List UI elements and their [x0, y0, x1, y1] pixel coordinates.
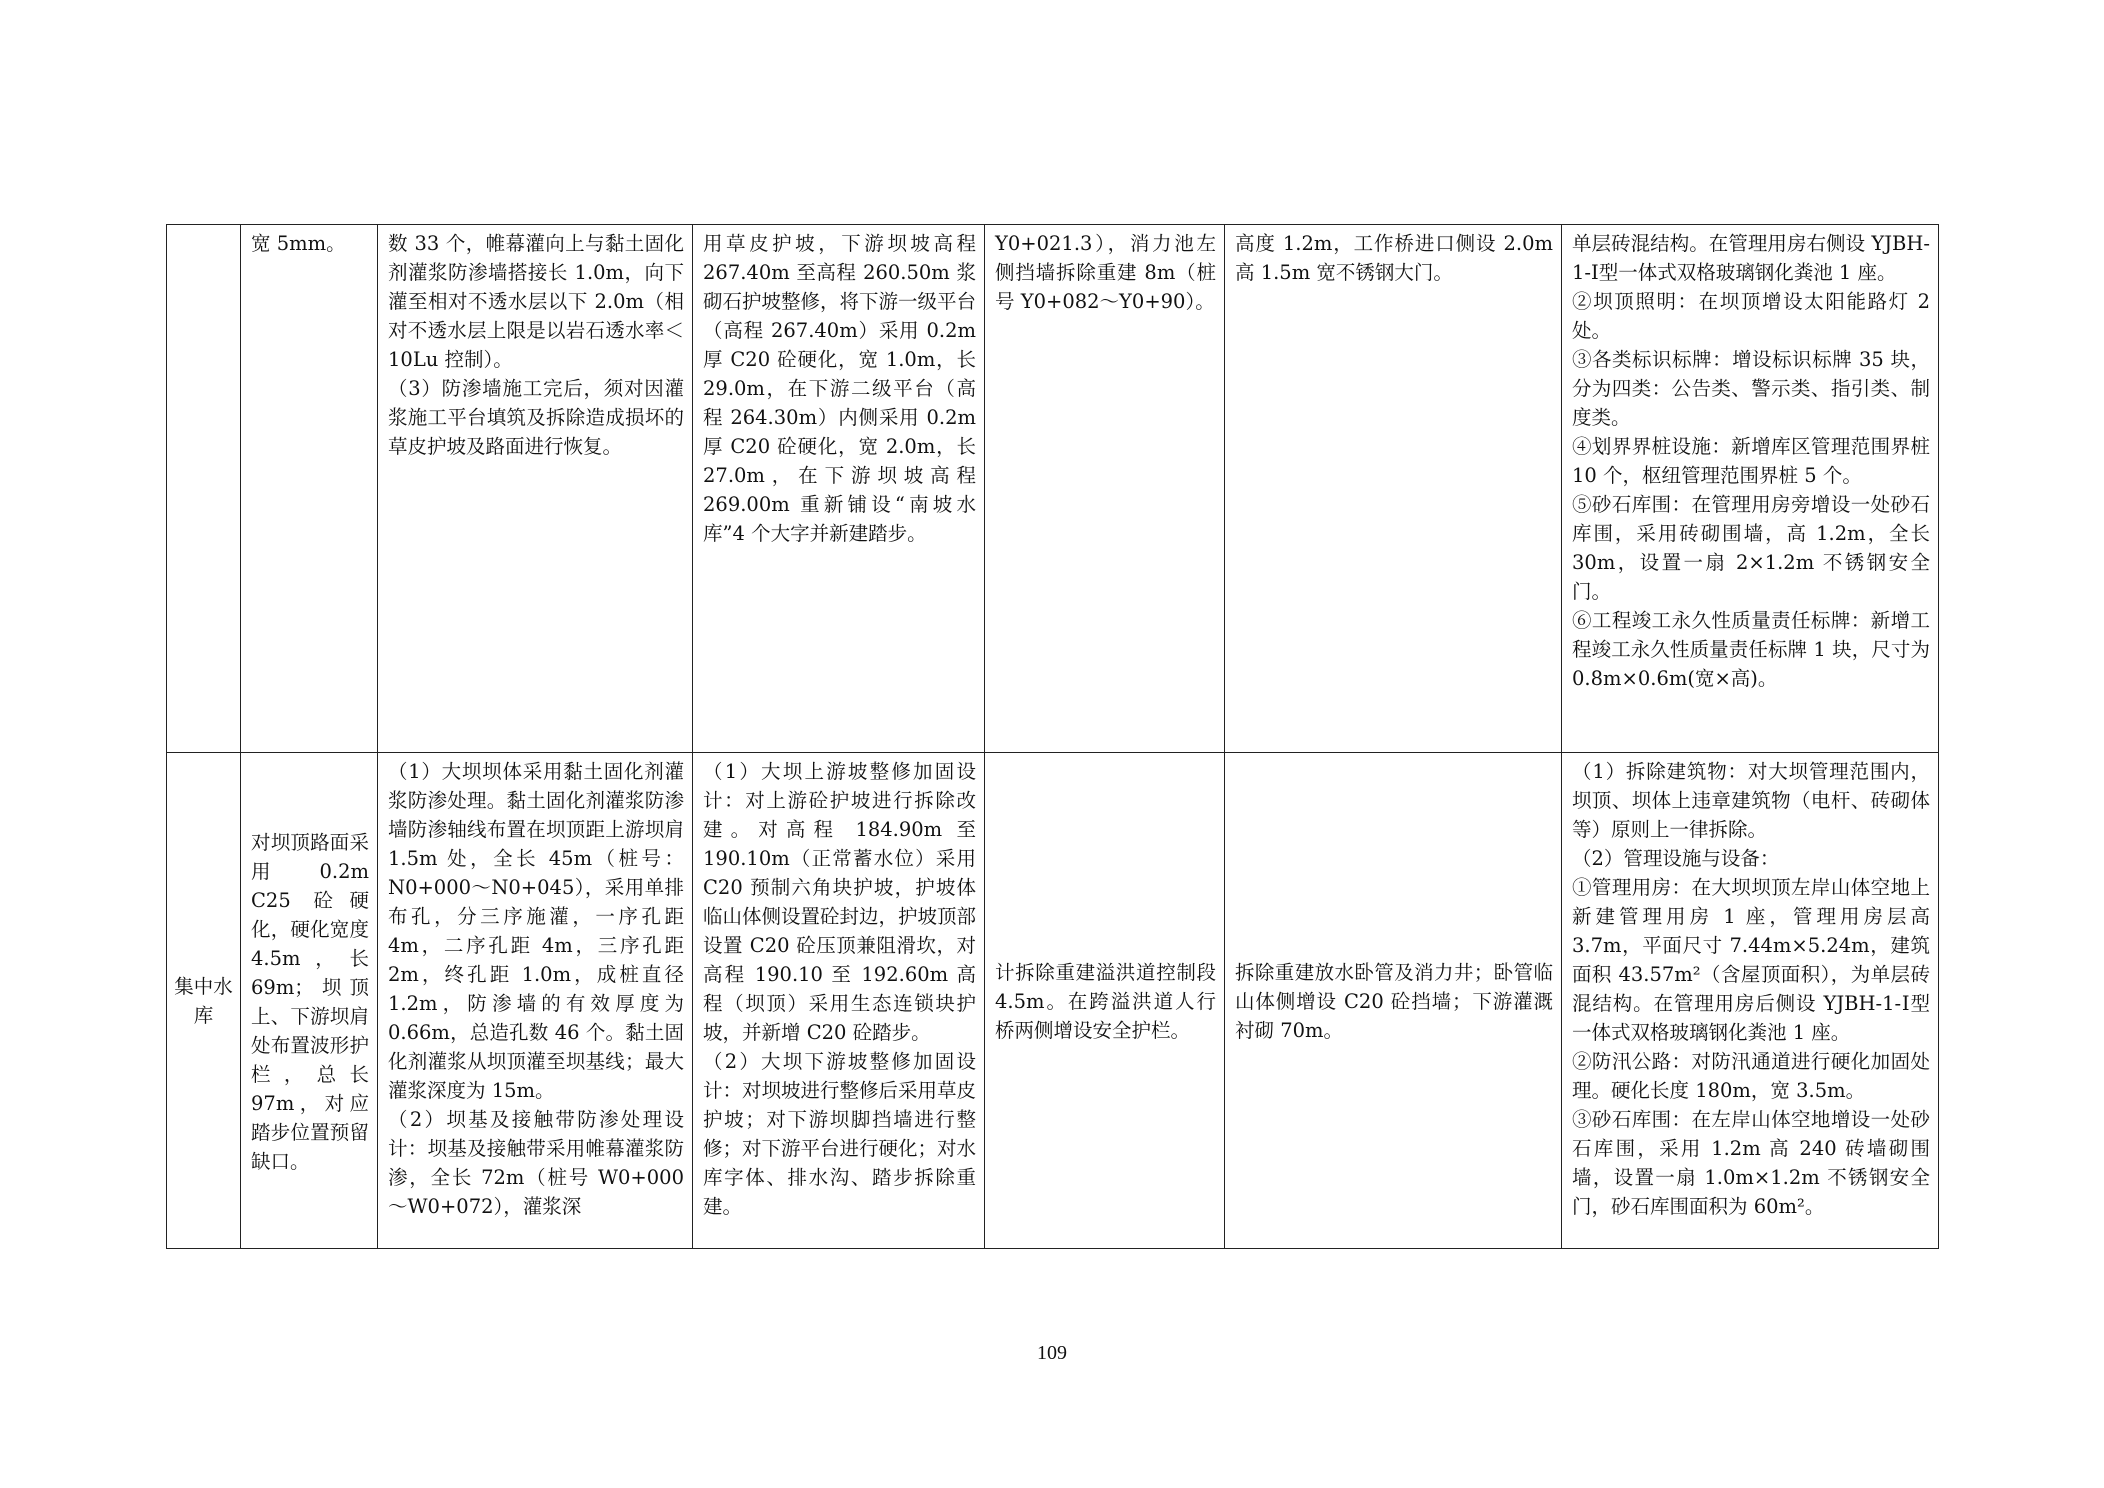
cell-paragraph: ①管理用房：在大坝坝顶左岸山体空地上新建管理用房 1 座，管理用房层高 3.7m，平面尺寸 7.44m×5.24m，建筑面积 43.57m²（含屋顶面积），为单层砖混结构。在管理用房后侧设 YJBH-1-Ⅰ型一体式双格玻璃钢化粪池 1 座。 [1572, 876, 1930, 1044]
reservoir-name: 集中水库 [174, 974, 233, 1027]
cell-paragraph: 高度 1.2m，工作桥进口侧设 2.0m 高 1.5m 宽不锈钢大门。 [1235, 232, 1553, 284]
reservoir-name-cell [167, 225, 241, 753]
cell-paragraph: （2）管理设施与设备： [1572, 847, 1780, 870]
cell-paragraph: ⑤砂石库围：在管理用房旁增设一处砂石库围，采用砖砌围墙，高 1.2m，全长 30m，设置一扇 2×1.2m 不锈钢安全门。 [1572, 493, 1930, 603]
cell-paragraph: 计拆除重建溢洪道控制段 4.5m。在跨溢洪道人行桥两侧增设安全护栏。 [995, 961, 1216, 1042]
cell-paragraph: ②坝顶照明：在坝顶增设太阳能路灯 2 处。 [1572, 290, 1930, 342]
cell-paragraph: ②防汛公路：对防汛通道进行硬化加固处理。硬化长度 180m，宽 3.5m。 [1572, 1050, 1930, 1102]
management-facilities-cell [1562, 753, 1939, 1249]
cell-paragraph: ③各类标识标牌：增设标识标牌 35 块，分为四类：公告类、警示类、指引类、制度类。 [1572, 348, 1930, 429]
dam-crest-cell [241, 753, 378, 1249]
outlet-works-cell [1225, 753, 1562, 1249]
cell-paragraph: （2）坝基及接触带防渗处理设计：坝基及接触带采用帷幕灌浆防渗，全长 72m（桩号 W0+000～W0+072），灌浆深 [388, 1108, 684, 1218]
cell-paragraph: （1）大坝上游坡整修加固设计：对上游砼护坡进行拆除改建。对高程 184.90m 至 190.10m（正常蓄水位）采用 C20 预制六角块护坡，护坡体临山体侧设置砼封边，护坡顶部设置 C20 砼压顶兼阻滑坎，对高程 190.10 至 192.60m 高程（坝顶）采用生态连锁块护坡，并新增 C20 砼踏步。 [703, 760, 977, 1044]
outlet-works-cell [1225, 225, 1562, 753]
table-row [167, 225, 1939, 753]
spillway-cell [985, 753, 1225, 1249]
cell-paragraph: （3）防渗墙施工完后，须对因灌浆施工平台填筑及拆除造成损坏的草皮护坡及路面进行恢复。 [388, 377, 684, 458]
slope-repair-cell [693, 753, 985, 1249]
seepage-control-cell [378, 753, 693, 1249]
cell-paragraph: 拆除重建放水卧管及消力井；卧管临山体侧增设 C20 砼挡墙；下游灌溉衬砌 70m。 [1235, 961, 1553, 1042]
slope-repair-cell [693, 225, 985, 753]
cell-paragraph: 对坝顶路面采用 0.2m C25 砼硬化，硬化宽度 4.5m，长 69m；坝顶上、下游坝肩处布置波形护栏，总长 97m，对应踏步位置预留缺口。 [251, 830, 369, 1173]
cell-paragraph: （1）大坝坝体采用黏土固化剂灌浆防渗处理。黏土固化剂灌浆防渗墙防渗轴线布置在坝顶距上游坝肩 1.5m 处，全长 45m（桩号：N0+000～N0+045），采用单排布孔，分三序施灌，一序孔距 4m，二序孔距 4m，三序孔距 2m，终孔距 1.0m，成桩直径 1.2m，防渗墙的有效厚度为 0.66m，总造孔数 46 个。黏土固化剂灌浆从坝顶灌至坝基线；最大灌浆深度为 15m。 [388, 760, 684, 1102]
spillway-cell [985, 225, 1225, 753]
cell-paragraph: ⑥工程竣工永久性质量责任标牌：新增工程竣工永久性质量责任标牌 1 块，尺寸为 0.8m×0.6m(宽×高)。 [1572, 609, 1930, 690]
reservoir-name-cell [167, 753, 241, 1249]
cell-paragraph: 单层砖混结构。在管理用房右侧设 YJBH-1-Ⅰ型一体式双格玻璃钢化粪池 1 座。 [1572, 232, 1930, 284]
cell-paragraph: ④划界界桩设施：新增库区管理范围界桩 10 个，枢纽管理范围界桩 5 个。 [1572, 435, 1930, 487]
cell-paragraph: 宽 5mm。 [251, 232, 346, 255]
cell-paragraph: ③砂石库围：在左岸山体空地增设一处砂石库围，采用 1.2m 高 240 砖墙砌围墙，设置一扇 1.0m×1.2m 不锈钢安全门，砂石库围面积为 60m²。 [1572, 1108, 1930, 1218]
cell-paragraph: （1）拆除建筑物：对大坝管理范围内，坝顶、坝体上违章建筑物（电杆、砖砌体等）原则上一律拆除。 [1572, 760, 1930, 841]
table-row [167, 753, 1939, 1249]
dam-crest-cell [241, 225, 378, 753]
cell-paragraph: Y0+021.3），消力池左侧挡墙拆除重建 8m（桩号 Y0+082～Y0+90）。 [995, 232, 1216, 313]
page-number: 109 [1037, 1342, 1067, 1364]
cell-paragraph: 用草皮护坡，下游坝坡高程 267.40m 至高程 260.50m 浆砌石护坡整修，将下游一级平台（高程 267.40m）采用 0.2m 厚 C20 砼硬化，宽 1.0m，长 29.0m，在下游二级平台（高程 264.30m）内侧采用 0.2m 厚 C20 砼硬化，宽 2.0m，长 27.0m，在下游坝坡高程 269.00m 重新铺设“南坡水库”4 个大字并新建踏步。 [703, 232, 977, 545]
management-facilities-cell [1562, 225, 1939, 753]
engineering-measures-table [166, 224, 1939, 1249]
cell-paragraph: （2）大坝下游坡整修加固设计：对坝坡进行整修后采用草皮护坡；对下游坝脚挡墙进行整修；对下游平台进行硬化；对水库字体、排水沟、踏步拆除重建。 [703, 1050, 977, 1218]
seepage-control-cell [378, 225, 693, 753]
cell-paragraph: 数 33 个，帷幕灌向上与黏土固化剂灌浆防渗墙搭接长 1.0m，向下灌至相对不透水层以下 2.0m（相对不透水层上限是以岩石透水率＜10Lu 控制）。 [388, 232, 684, 371]
